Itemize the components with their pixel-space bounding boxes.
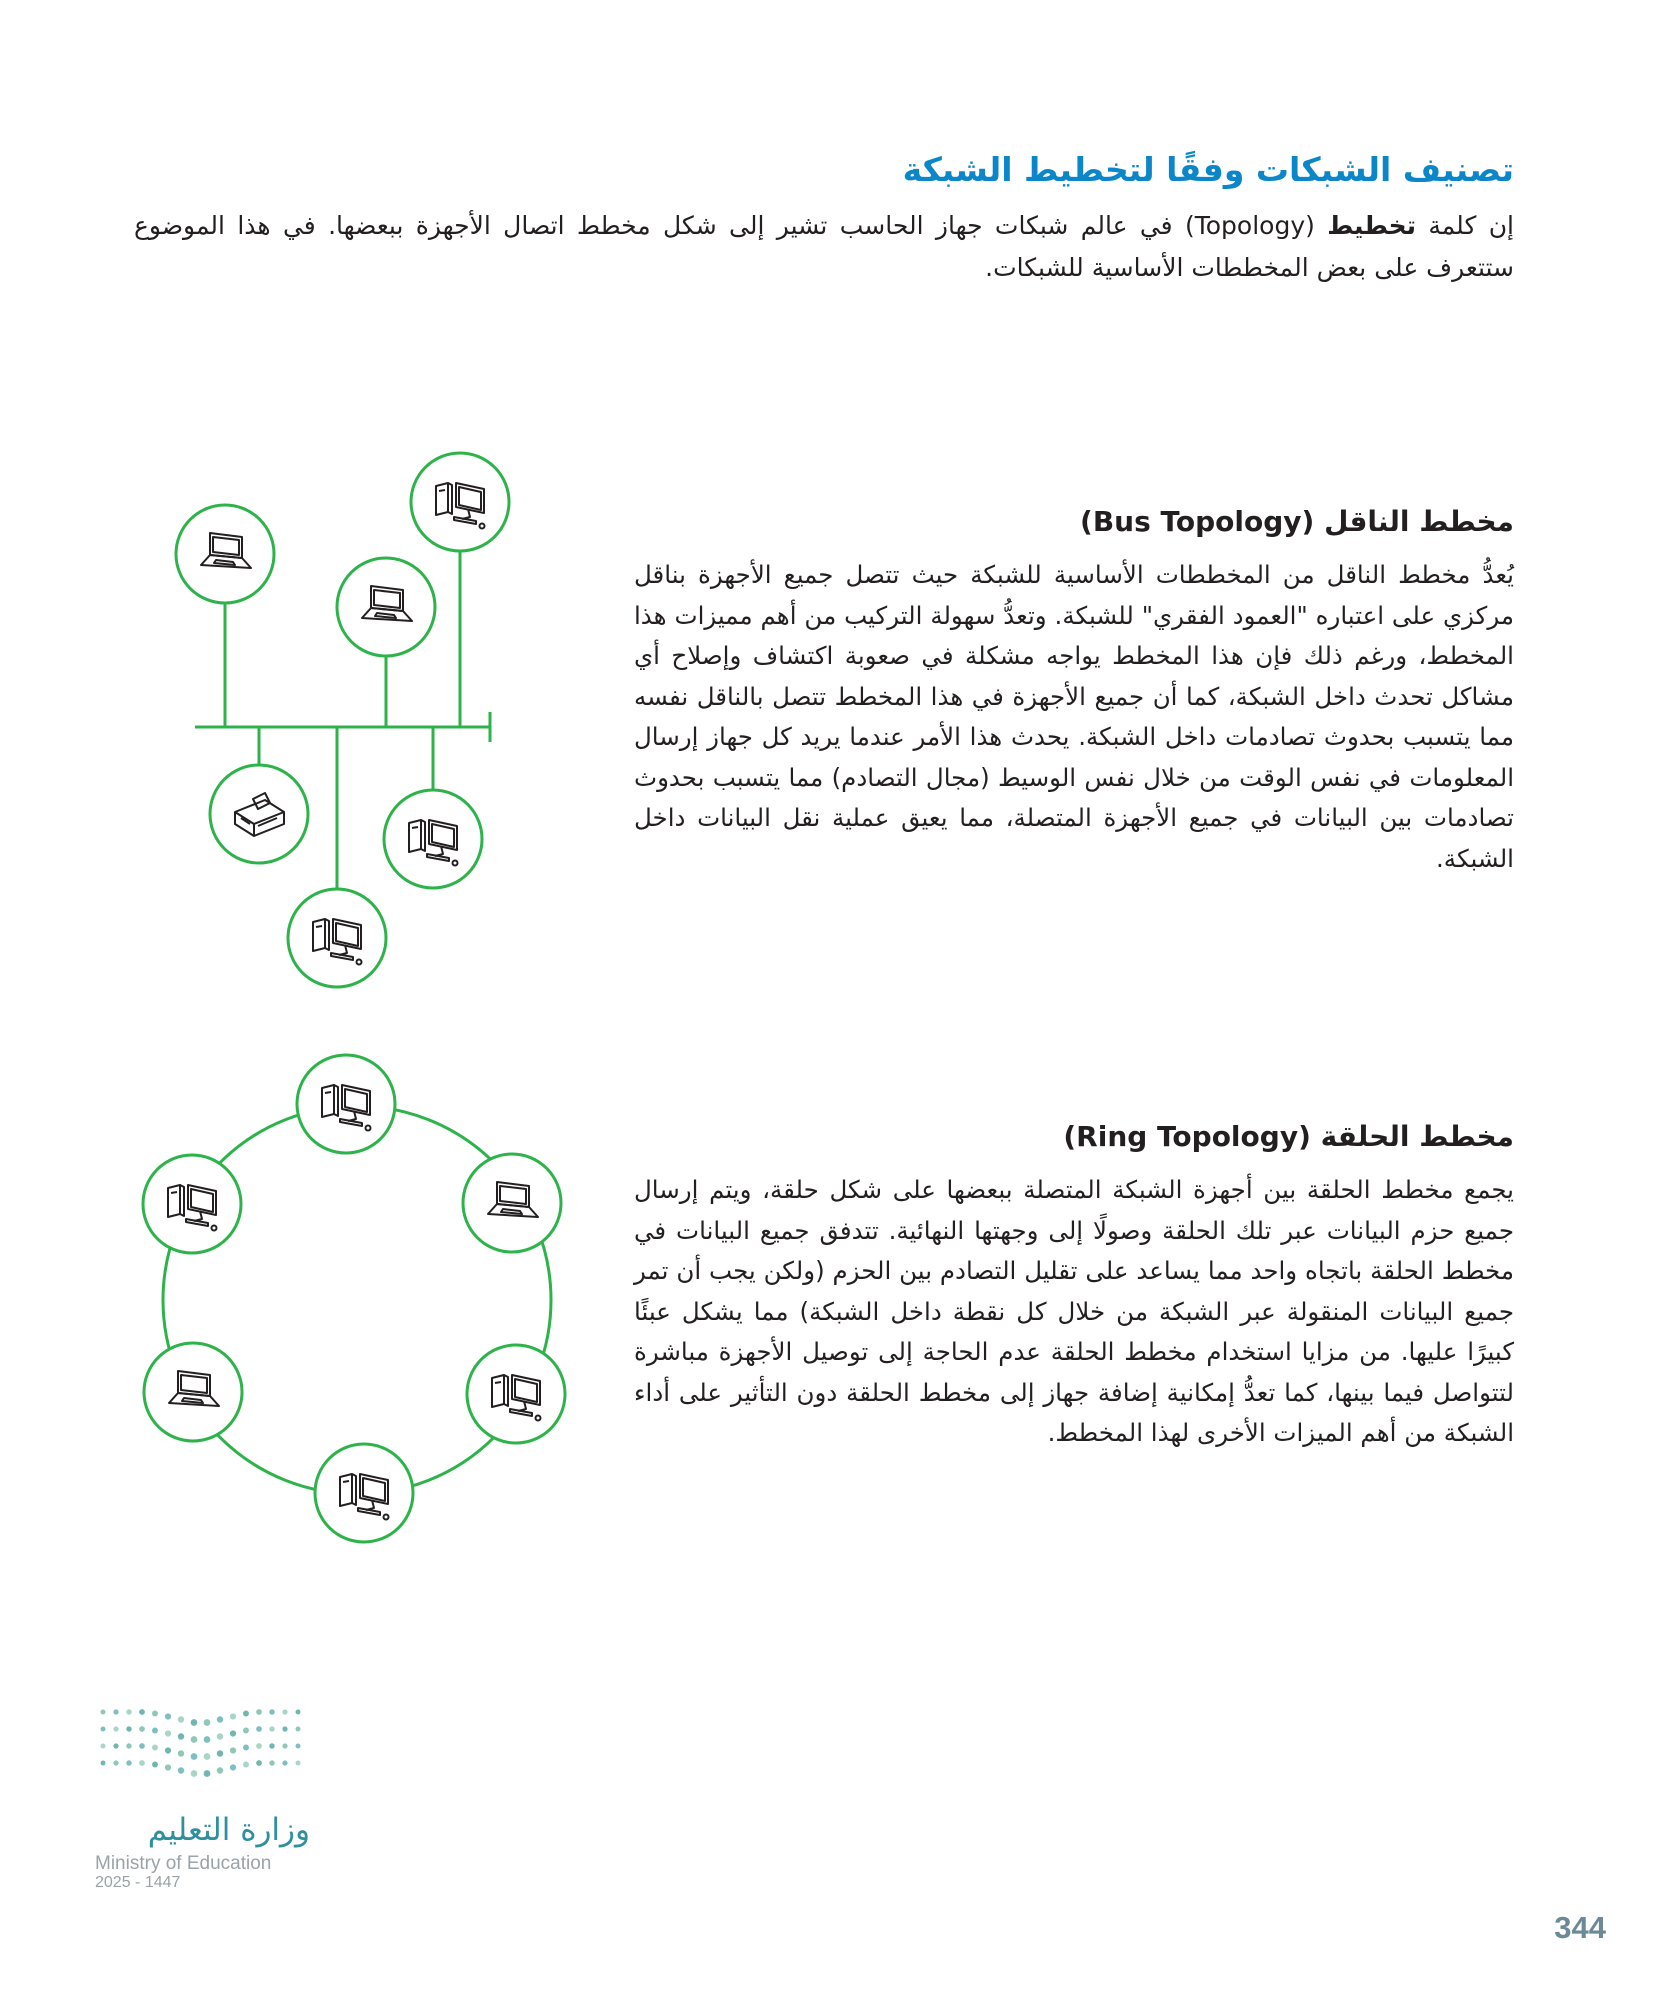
page-number: 344 — [1554, 1910, 1606, 1945]
bus-topology-body: يُعدُّ مخطط الناقل من المخططات الأساسية للشبكة حيث تتصل جميع الأجهزة بناقل مركزي على اعتباره "العمود الفقري" للشبكة. وتعدُّ سهولة التركيب من أهم مميزات هذا المخطط، ورغم ذلك فإن هذا المخطط يواجه مشكلة في صعوبة اكتشاف وإصلاح أي مشاكل تحدث داخل الشبكة، كما أن جميع الأجهزة في هذا المخطط تتصل بالناقل نفسه مما يتسبب بحدوث تصادمات داخل الشبكة. يحدث هذا الأمر عندما يريد كل جهاز إرسال المعلومات في نفس الوقت من خلال نفس الوسيط (مجال التصادم) مما يتسبب بحدوث تصادمات بين البيانات في جميع الأجهزة المتصلة، مما يعيق عملية نقل البيانات داخل الشبكة. — [634, 560, 1514, 873]
intro-bold-term: تخطيط — [1327, 211, 1416, 240]
logo-year: 2025 - 1447 — [95, 1874, 181, 1891]
intro-before: إن كلمة — [1415, 211, 1515, 240]
ministry-name-arabic: وزارة التعليم — [147, 1812, 310, 1848]
bus-node-printer — [210, 765, 308, 863]
bus-topology-diagram — [150, 470, 530, 990]
intro-paragraph — [134, 205, 1514, 289]
logo-dots-icon — [95, 1700, 315, 1800]
ministry-name-english: Ministry of Education — [95, 1853, 272, 1874]
ring-topology-diagram — [130, 1040, 580, 1570]
ring-topology-body: يجمع مخطط الحلقة بين أجهزة الشبكة المتصلة ببعضها على شكل حلقة، ويتم إرسال جميع حزم البيانات عبر تلك الحلقة وصولًا إلى وجهتها النهائية. تتدفق جميع البيانات في مخطط الحلقة باتجاه واحد مما يساعد على تقليل التصادم بين الحزم (ولكن يجب أن تمر جميع البيانات المنقولة عبر الشبكة من خلال كل نقطة داخل الشبكة) مما يشكل عبئًا كبيرًا عليها. من مزايا استخدام مخطط الحلقة عدم الحاجة إلى توصيل الأجهزة مباشرة لتتواصل فيما بينها، كما تعدُّ إمكانية إضافة جهاز إلى مخطط الحلقة دون التأثير على أداء الشبكة من أهم الميزات الأخرى لهذا المخطط. — [634, 1175, 1514, 1447]
section-title: تصنيف الشبكات وفقًا لتخطيط الشبكة — [902, 150, 1514, 189]
bus-topology-heading: مخطط الناقل (Bus Topology) — [1080, 505, 1514, 538]
ministry-logo — [95, 1700, 325, 1891]
intro-after: (Topology) في عالم شبكات جهاز الحاسب تشير إلى شكل مخطط اتصال الأجهزة ببعضها. في هذا الموضوع ستتعرف على بعض المخططات الأساسية للشبكات. — [134, 211, 1514, 282]
ring-topology-heading: مخطط الحلقة (Ring Topology) — [1063, 1120, 1514, 1153]
